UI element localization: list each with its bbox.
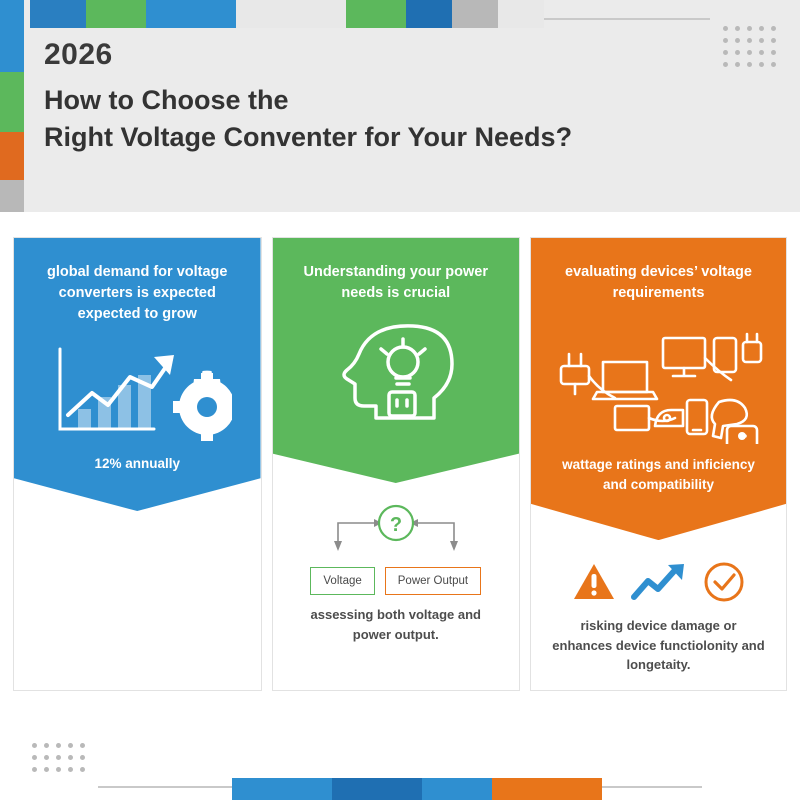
decor-bottom-bar-1 — [232, 778, 332, 800]
card-2-heading: Understanding your power needs is crucial — [303, 264, 488, 302]
decor-bottom-hairline-left — [98, 786, 232, 788]
decor-bottom-bar-4 — [492, 778, 602, 800]
tag-voltage[interactable]: Voltage — [310, 567, 374, 595]
decor-top-bar-1 — [30, 0, 86, 28]
card-1-banner-content — [14, 238, 261, 511]
trend-up-icon — [630, 561, 688, 603]
year-label: 2026 — [44, 38, 113, 71]
decor-top-bar-7 — [452, 0, 498, 28]
warning-icon — [572, 561, 616, 603]
card-3-body — [531, 540, 786, 693]
decor-left-chip-3 — [0, 132, 24, 180]
card-1-subnote: 12% annually — [94, 456, 181, 472]
page-title-line-2: Right Voltage Conventer for Your Needs? — [44, 122, 573, 153]
svg-text:?: ? — [389, 514, 402, 537]
check-circle-icon — [702, 560, 746, 604]
decor-top-bar-6 — [406, 0, 452, 28]
card-2-banner — [273, 238, 520, 483]
branch-arrows-icon — [316, 501, 476, 561]
card-1-heading: global demand for voltage converters is expected expected to grow — [47, 264, 228, 323]
card-2-tag-row — [293, 567, 500, 595]
devices-cluster-icon — [551, 314, 766, 449]
decor-top-bar-8 — [498, 0, 544, 28]
growth-chart-gear-icon — [34, 335, 241, 450]
decor-dot-grid-bottom-left — [32, 743, 85, 772]
card-2-body — [273, 483, 520, 662]
decor-top-hairline — [544, 18, 710, 20]
card-1-body — [14, 511, 261, 543]
decor-dot-grid-top-right — [723, 26, 776, 67]
card-device-voltage[interactable] — [531, 238, 786, 690]
card-2-body-text: assessing both voltage and power output. — [310, 607, 481, 642]
card-power-needs[interactable] — [273, 238, 520, 690]
card-global-demand[interactable] — [14, 238, 261, 690]
decor-bottom-hairline-right — [602, 786, 702, 788]
decor-bottom-bar-2 — [332, 778, 422, 800]
card-3-banner-content — [531, 238, 786, 540]
decor-bottom-bar-3 — [422, 778, 492, 800]
card-3-heading: evaluating devices’ voltage requirements — [565, 264, 752, 302]
decor-top-bar-2 — [86, 0, 146, 28]
page-title — [44, 82, 572, 157]
tag-power-output[interactable]: Power Output — [385, 567, 481, 595]
head-lightbulb-outlet-icon — [293, 314, 500, 439]
card-3-banner — [531, 238, 786, 540]
decor-left-chip-2 — [0, 72, 24, 132]
card-3-icon-row — [551, 560, 766, 604]
card-1-banner — [14, 238, 261, 511]
card-2-banner-content — [273, 238, 520, 483]
decor-left-chip-4 — [0, 180, 24, 212]
decor-top-bar-4 — [236, 0, 346, 28]
card-3-body-text: risking device damage or enhances device functiolonity and longetaity. — [552, 618, 765, 673]
card-2-question-row — [293, 501, 500, 561]
card-row — [14, 238, 786, 690]
decor-top-bar-3 — [146, 0, 236, 28]
decor-left-chip-1 — [0, 0, 24, 72]
decor-top-bar-5 — [346, 0, 406, 28]
page-title-line-1: How to Choose the — [44, 85, 289, 115]
card-3-subnote: wattage ratings and inficiency and compatibility — [562, 457, 755, 492]
